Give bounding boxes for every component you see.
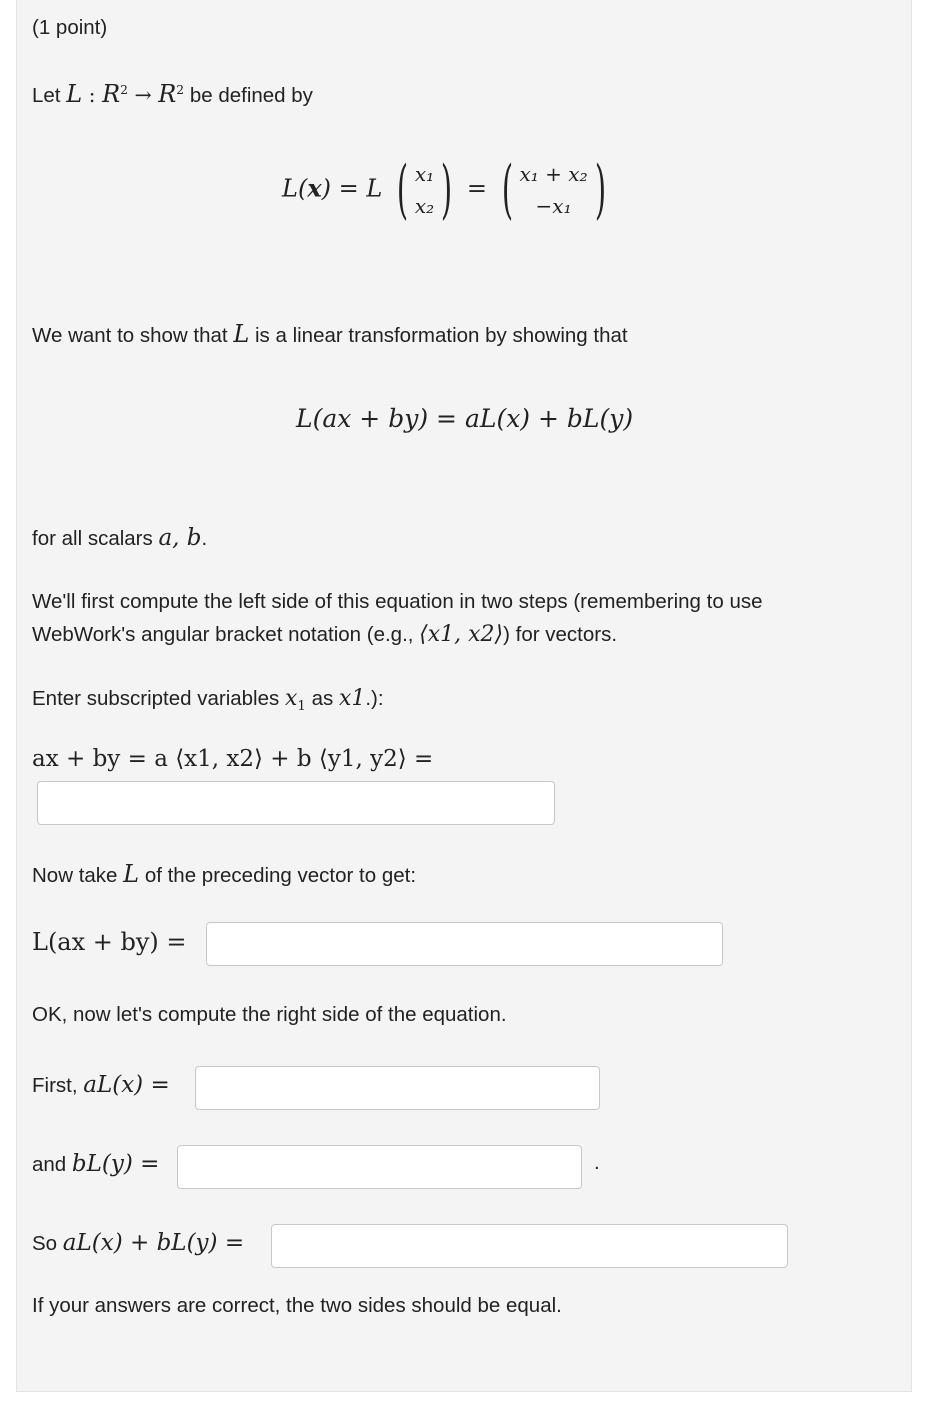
goal-L: L (233, 320, 250, 348)
points-label: (1 point) (32, 16, 108, 39)
step2-intro-post: of the preceding vector to get: (144, 864, 417, 887)
step2-intro-L: L (123, 860, 140, 888)
instr2-pre: WebWork's angular bracket notation (e.g., (32, 623, 414, 646)
right-paren-1: ) (441, 153, 453, 227)
step3-label: First, (32, 1074, 78, 1097)
step5-answer-input[interactable] (271, 1224, 788, 1268)
input-top: x₁ (414, 162, 435, 186)
scalars-vars: a, b (158, 525, 202, 551)
step2-expression: L(ax + by) = (32, 928, 187, 956)
def-eqL: ) = L (321, 174, 383, 203)
instr2-math: ⟨x1, x2⟩ (419, 622, 504, 647)
step1-answer-input[interactable] (37, 781, 555, 825)
step4-answer-input[interactable] (177, 1145, 582, 1189)
step4-expression: bL(y) = (71, 1151, 160, 1177)
instr3-pre: Enter subscripted variables (32, 687, 280, 710)
codomain-R: R (158, 80, 177, 108)
goal-post: is a linear transformation by showing that (254, 324, 628, 347)
output-vector (520, 158, 588, 222)
def-L: L( (282, 174, 308, 203)
step2-answer-input[interactable] (206, 922, 723, 966)
footer-text: If your answers are correct, the two sides should be equal. (32, 1294, 562, 1317)
let-word: Let (32, 84, 61, 107)
defined-by-text: be defined by (189, 84, 313, 107)
step3-answer-input[interactable] (195, 1066, 600, 1110)
codomain-exp: 2 (176, 83, 185, 98)
input-bottom: x₂ (414, 194, 435, 218)
arrow: → (128, 83, 159, 107)
step4-line (32, 1151, 159, 1177)
instr3-var: x (284, 686, 298, 711)
goal-pre: We want to show that (32, 324, 228, 347)
def-x: x (307, 173, 322, 203)
linearity-equals: = (428, 404, 465, 433)
instr3-as: x1 (338, 686, 366, 711)
step5-label: So (32, 1232, 58, 1255)
scalars-text (32, 525, 207, 551)
linearity-equation (296, 404, 633, 433)
right-side-text: OK, now let's compute the right side of the equation. (32, 1003, 507, 1026)
instructions-line2 (32, 622, 617, 647)
domain-R: R (102, 80, 121, 108)
instr3-post: .): (365, 687, 384, 710)
colon: : (82, 83, 103, 107)
map-L: L (66, 80, 83, 108)
step2-intro-pre: Now take (32, 864, 118, 887)
goal-text (32, 320, 628, 348)
step5-line (32, 1230, 244, 1256)
linearity-lhs: L(ax + by) (296, 404, 429, 433)
step4-trailing-dot: . (594, 1151, 600, 1174)
instr3-mid: as (311, 687, 334, 710)
step3-expression: aL(x) = (83, 1072, 170, 1098)
left-paren-1: ( (396, 153, 409, 227)
step2-intro (32, 860, 416, 888)
instructions-line1: We'll first compute the left side of this equation in two steps (remembering to use (32, 590, 763, 613)
intro-text (32, 80, 313, 108)
linearity-rhs: aL(x) + bL(y) (464, 404, 634, 433)
step5-expression: aL(x) + bL(y) = (62, 1230, 245, 1256)
output-bottom: −x₁ (535, 194, 572, 218)
right-paren-2: ) (594, 153, 606, 227)
instr2-post: ) for vectors. (503, 623, 618, 646)
input-vector (415, 158, 434, 222)
definition-equation (282, 153, 613, 227)
scalars-label: for all scalars (32, 527, 153, 550)
def-equals: = (466, 174, 487, 203)
instructions-line3 (32, 686, 384, 714)
domain-exp: 2 (120, 83, 128, 98)
left-paren-2: ( (501, 153, 513, 227)
instr3-sub: 1 (297, 699, 306, 715)
step1-expression: ax + by = a ⟨x1, x2⟩ + b ⟨y1, y2⟩ = (32, 746, 434, 772)
scalars-dot: . (201, 527, 208, 550)
output-top: x₁ + x₂ (519, 162, 588, 186)
step4-label: and (32, 1153, 67, 1176)
step3-line (32, 1072, 170, 1098)
